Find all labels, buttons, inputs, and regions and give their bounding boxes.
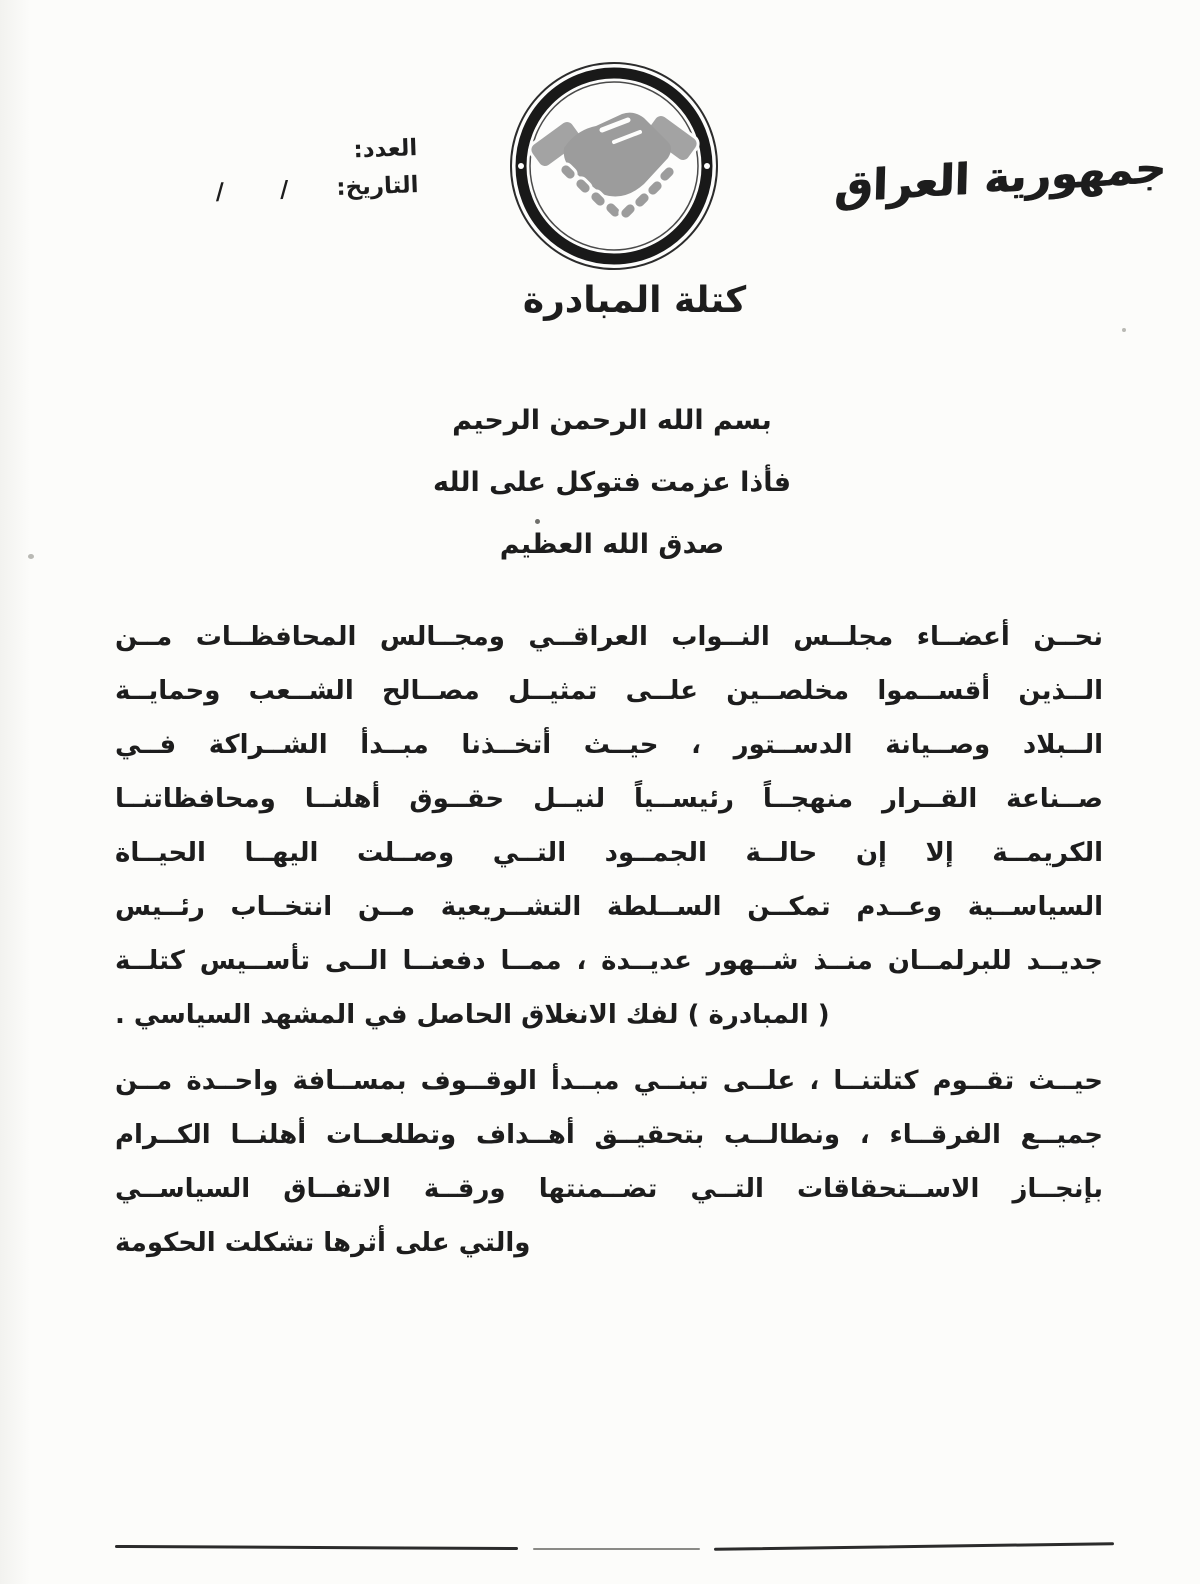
body-line: الــبلاد وصــيانة الدســتور ، حيــث أتخــذنا مبــدأ الشــراكة فــي [115,730,1103,760]
basmala-line-2: فأذا عزمت فتوكل على الله [432,467,792,498]
signature-line-right [714,1542,1114,1551]
body-line: نحــن أعضــاء مجلــس النــواب العراقــي ومجــالس المحافظــات مــن [115,622,1103,652]
body-line: السياســية وعــدم تمكــن الســلطة التشــريعية مــن انتخــاب رئــيس [115,892,1103,922]
basmala-block [12,390,1200,576]
bloc-name-title: كتلة المبادرة [522,280,747,321]
body-line: جديــد للبرلمــان منــذ شــهور عديــدة ، ممــا دفعنــا الــى تأســيس كتلــة [115,946,1103,976]
handshake-icon [504,56,724,276]
body-line: الــذين أقســموا مخلصــين علــى تمثيــل مصــالح الشــعب وحمايــة [115,676,1103,706]
body-line: والتي على أثرها تشكلت الحكومة [115,1228,531,1258]
body-line: الكريمــة إلا إن حالــة الجمــود التــي وصــلت اليهــا الحيــاة [115,838,1103,868]
date-slash-1: / [279,176,289,203]
signature-line-left [115,1545,518,1550]
body-line: ( المبادرة ) لفك الانغلاق الحاصل في المشهد السياسي . [115,1000,830,1030]
letter-paragraph-2 [115,1054,1103,1270]
number-label: العدد: [353,135,418,164]
bloc-logo [504,56,724,276]
letter-paragraph-1 [115,610,1103,1042]
body-line: بإنجــاز الاســتحقاقات التــي تضــمنتها ورقــة الاتفــاق السياســي [115,1174,1103,1204]
date-slash-2: / [215,178,225,206]
body-line: جميــع الفرقــاء ، ونطالــب بتحقيــق أهــداف وتطلعــات أهلنــا الكــرام [115,1120,1103,1150]
letter-body [115,610,1103,1270]
basmala-line-3: صدق الله العظيم [499,529,725,560]
scan-speck [1122,328,1126,332]
date-label: التاريخ: [335,172,420,201]
document-date-row [196,167,419,212]
body-line: صــناعة القــرار منهجــاً رئيســياً لنيــل حقــوق أهلنــا ومحافظاتنــا [115,784,1103,814]
basmala-line-1: بسم الله الرحمن الرحيم [452,405,772,436]
scan-speck [28,554,34,559]
scan-speck [535,519,540,524]
document-meta [195,130,419,212]
body-line: حيــث تقــوم كتلتنــا ، علــى تبنــي مبــدأ الوقــوف بمســافة واحــدة مــن [115,1066,1103,1096]
signature-line-middle [533,1548,700,1550]
republic-of-iraq-calligraphy: جمهورية العراق [833,142,1167,214]
